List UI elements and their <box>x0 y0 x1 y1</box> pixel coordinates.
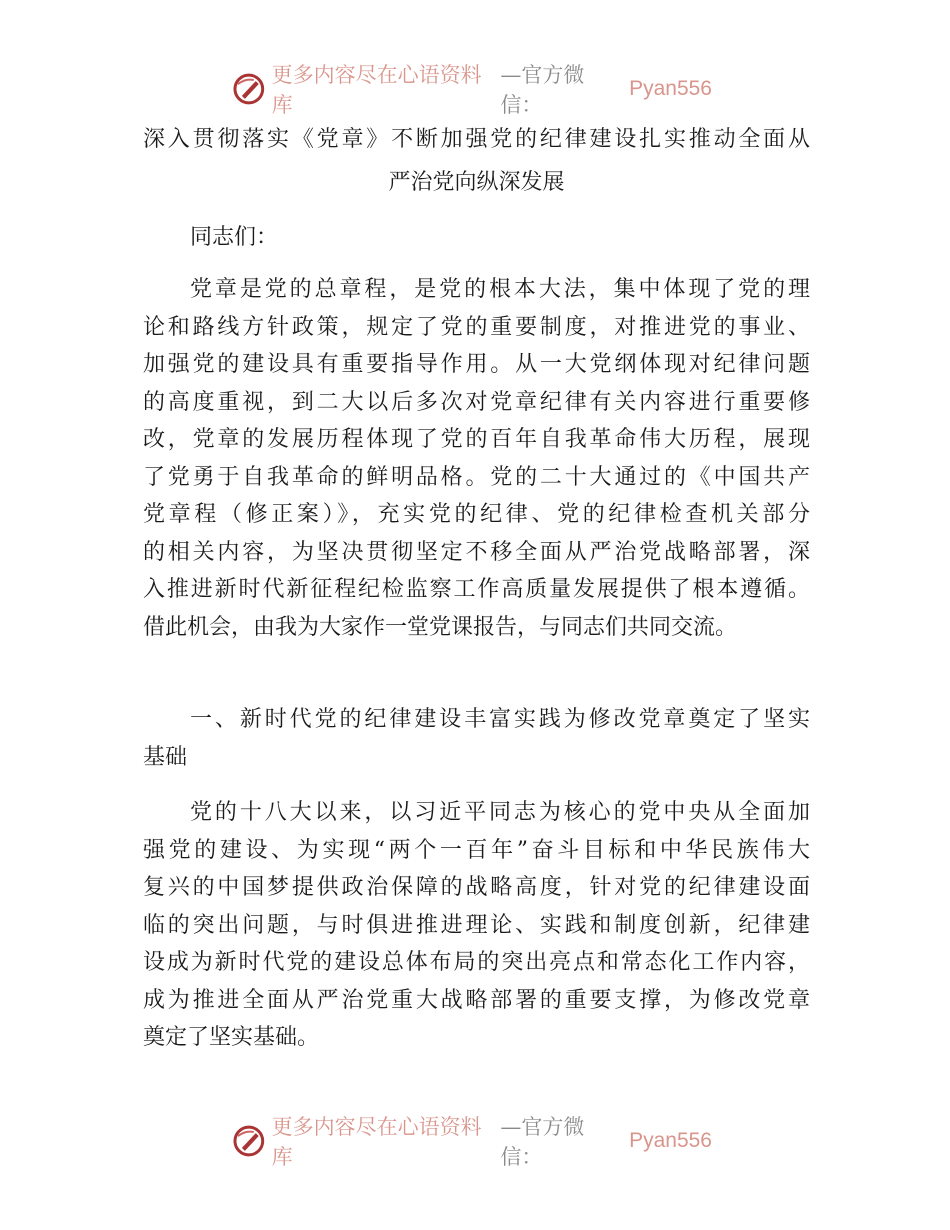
paragraph-line: 临的突出问题，与时俱进推进理论、实践和制度创新，纪律建 <box>143 912 810 938</box>
paragraph-line: 的高度重视，到二大以后多次对党章纪律有关内容进行重要修 <box>143 389 810 415</box>
paragraph-line: 了党勇于自我革命的鲜明品格。党的二十大通过的《中国共产 <box>143 464 810 490</box>
paragraph-line: 设成为新时代党的建设总体布局的突出亮点和常态化工作内容， <box>143 950 810 975</box>
paragraph-line: 借此机会，由我为大家作一堂党课报告，与同志们共同交流。 <box>143 614 738 640</box>
paragraph-line: 复兴的中国梦提供政治保障的战略高度，针对党的纪律建设面 <box>143 875 810 900</box>
pen-logo-icon <box>232 1124 266 1158</box>
paragraph-line: 奠定了坚实基础。 <box>143 1025 320 1050</box>
banner-wechat-id: Pyan556 <box>629 77 712 100</box>
paragraph-line: 基础 <box>143 744 188 770</box>
paragraph-line: 论和路线方针政策，规定了党的重要制度，对推进党的事业、 <box>143 314 810 340</box>
paragraph-line: 党章是党的总章程，是党的根本大法，集中体现了党的理 <box>190 277 810 302</box>
footer-banner-text: 更多内容尽在心语资料库 <box>271 1115 482 1169</box>
greeting: 同志们： <box>190 225 279 250</box>
banner-text: 更多内容尽在心语资料库 <box>271 63 482 117</box>
paragraph-line: 党章程（修正案）》，充实党的纪律、党的纪律检查机关部分 <box>143 502 810 527</box>
paragraph-line: 的相关内容，为坚决贯彻坚定不移全面从严治党战略部署，深 <box>143 539 810 565</box>
title-line: 深入贯彻落实《党章》不断加强党的纪律建设扎实推动全面从 <box>143 127 810 152</box>
title-line: 严治党向纵深发展 <box>388 170 565 195</box>
paragraph-line: 强党的建设、为实现“两个一百年”奋斗目标和中华民族伟大 <box>143 837 810 863</box>
footer-banner <box>232 1115 712 1169</box>
paragraph-line: 改，党章的发展历程体现了党的百年自我革命伟大历程，展现 <box>143 427 810 452</box>
paragraph-line: 成为推进全面从严治党重大战略部署的重要支撑，为修改党章 <box>143 987 810 1013</box>
banner-wechat-label: —官方微信： <box>500 63 585 117</box>
pen-logo-icon <box>232 72 266 106</box>
footer-wechat-label: —官方微信： <box>500 1115 585 1169</box>
paragraph-line: 一、新时代党的纪律建设丰富实践为修改党章奠定了坚实 <box>190 707 810 732</box>
paragraph-line: 党的十八大以来，以习近平同志为核心的党中央从全面加 <box>190 800 810 825</box>
paragraph-line: 加强党的建设具有重要指导作用。从一大党纲体现对纪律问题 <box>143 352 810 377</box>
paragraph-line: 入推进新时代新征程纪检监察工作高质量发展提供了根本遵循。 <box>143 577 810 602</box>
footer-wechat-id: Pyan556 <box>629 1129 712 1152</box>
header-banner <box>232 63 712 117</box>
